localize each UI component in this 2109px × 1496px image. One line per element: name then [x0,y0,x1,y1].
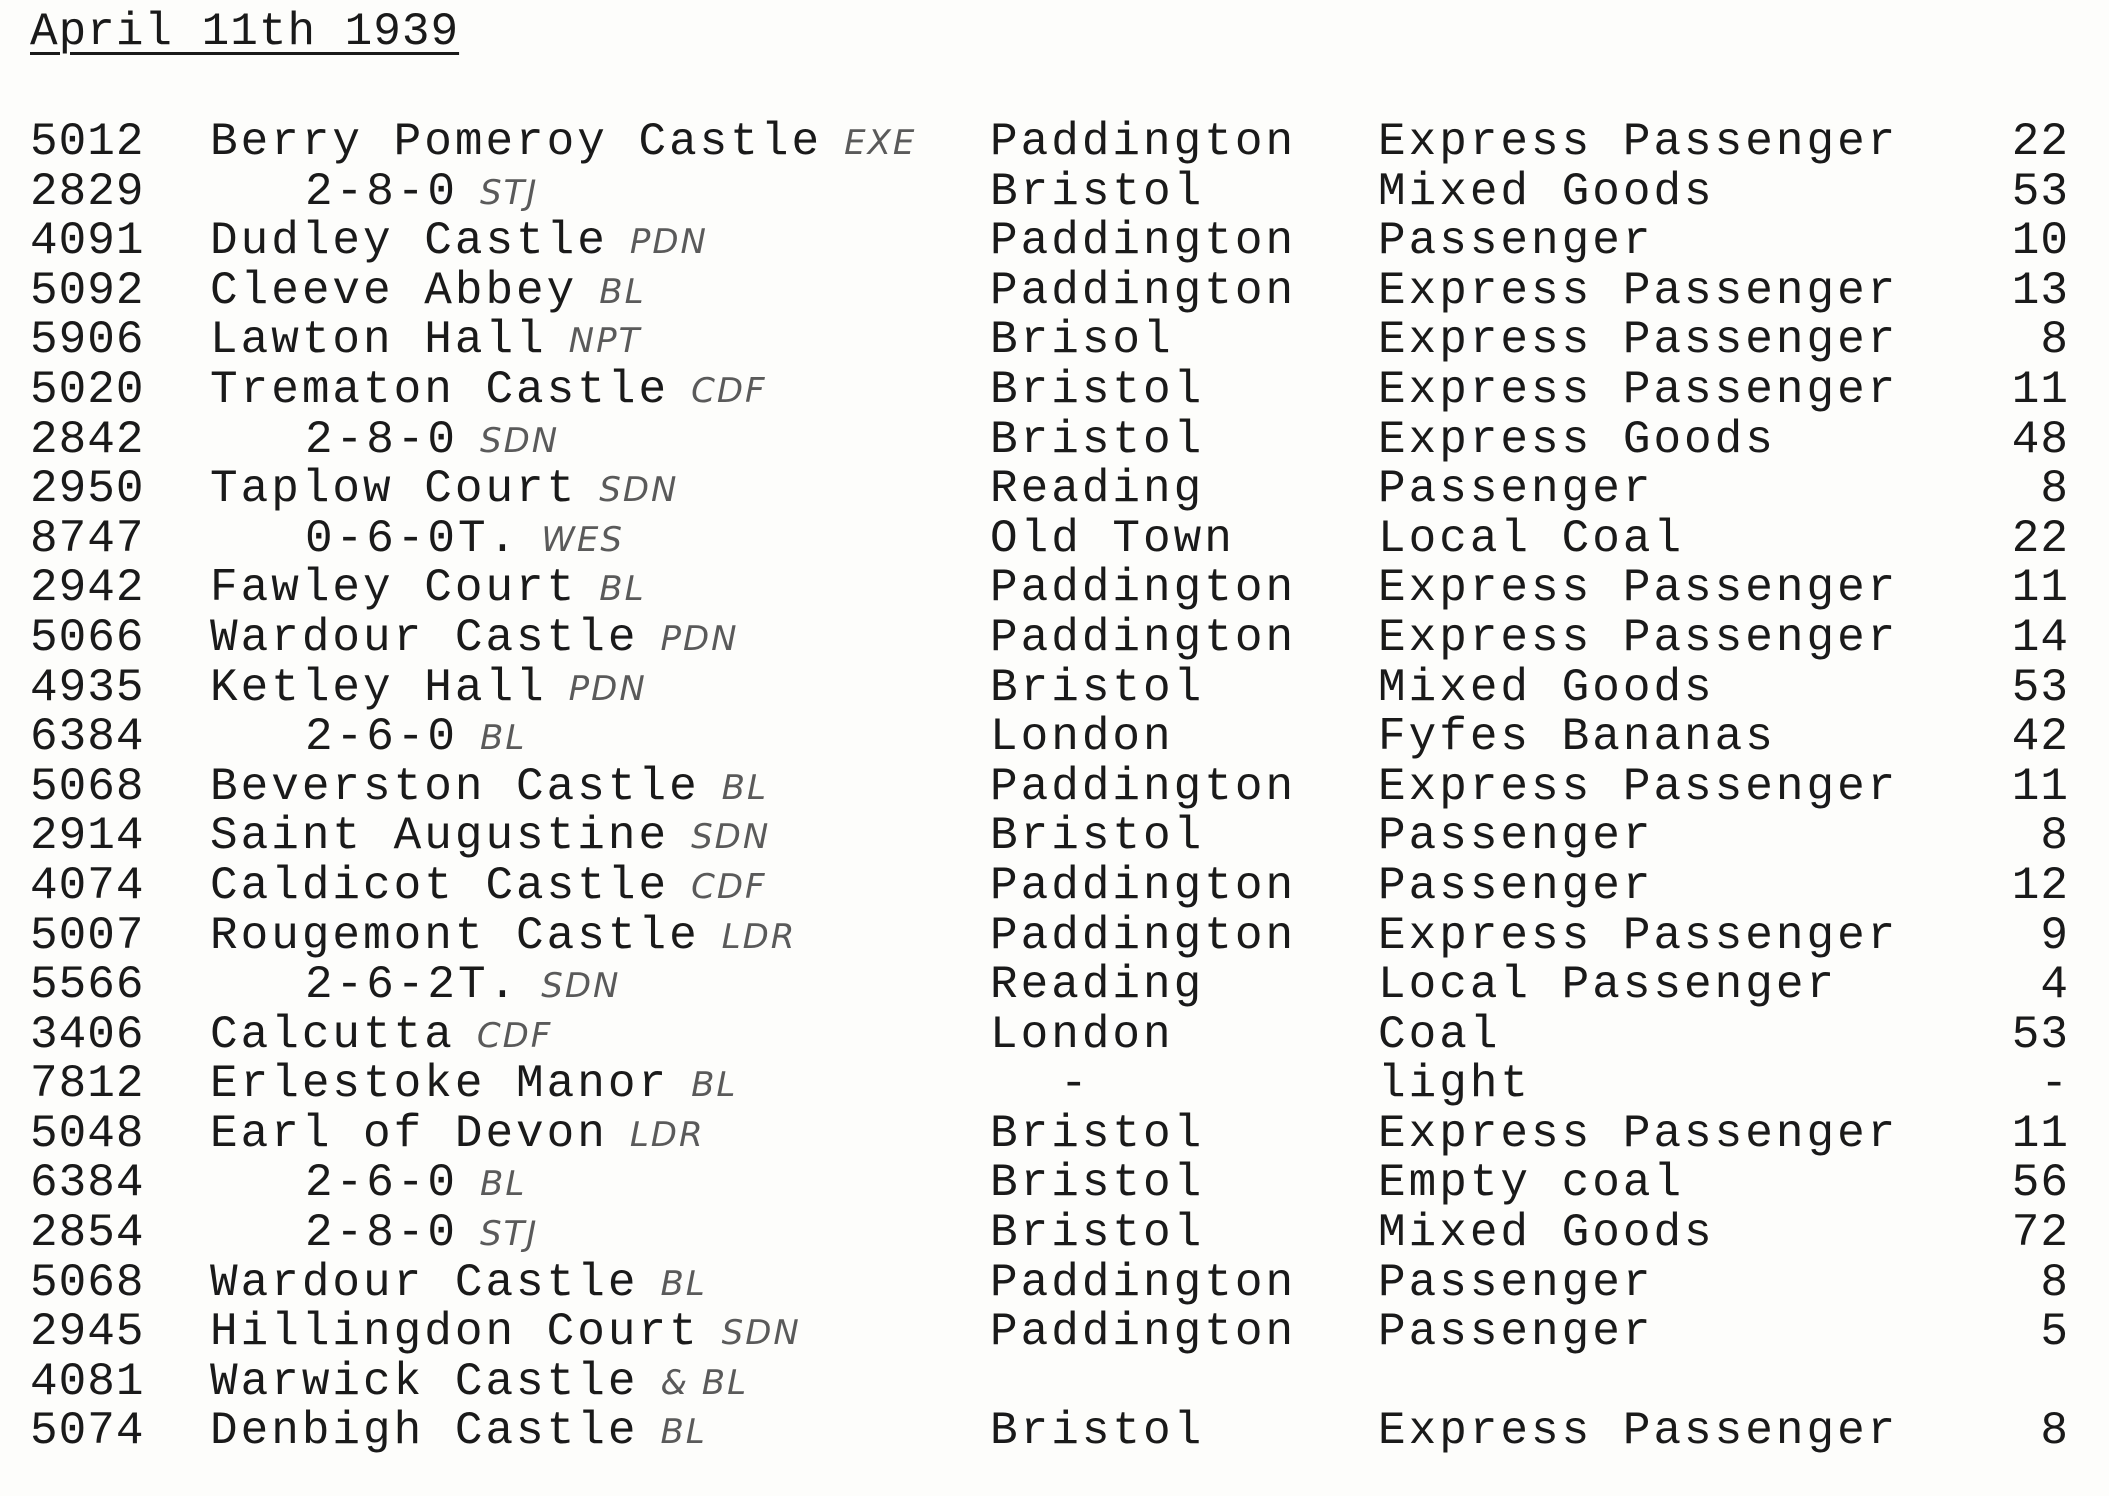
engine-name-text: 2-8-0 [305,413,459,466]
engine-name [210,217,708,268]
train-type: Empty coal [1378,1157,1685,1210]
engine-number: 2829 [30,165,145,218]
shed-code: BL [691,1065,738,1106]
log-row [0,1107,2109,1160]
engine-name-text: Fawley Court [210,562,578,615]
engine-name-text: Earl of Devon [210,1107,608,1160]
engine-name-text: Saint Augustine [210,810,670,863]
engine-name-text: Beverston Castle [210,760,700,813]
destination: Paddington [990,116,1297,168]
train-type: Passenger [1378,859,1654,912]
log-row [0,564,2109,614]
engine-name-text: 0-6-0T. [305,512,520,565]
load-count: 53 [2011,1008,2069,1061]
train-type: Mixed Goods [1378,1207,1715,1260]
engine-name [210,363,767,417]
engine-name [210,1256,707,1310]
load-count: 12 [2011,859,2069,912]
load-count: 9 [2040,909,2069,962]
train-type: Local Coal [1378,512,1685,565]
destination: London [990,1008,1174,1061]
train-type: Fyfes Bananas [1378,711,1776,764]
train-type: Passenger [1378,810,1654,863]
load-count: 72 [2011,1207,2069,1260]
engine-name [210,316,641,367]
log-row [0,1209,2109,1259]
log-table [0,118,2109,1457]
page-title: April 11th 1939 [30,6,460,58]
engine-number: 4935 [30,661,145,714]
train-type: Passenger [1378,1256,1654,1309]
shed-code: CDF [691,866,767,907]
engine-name-text: Wardour Castle [210,611,639,664]
log-row [0,611,2109,664]
load-count: 8 [2040,1256,2069,1309]
engine-number: 4081 [30,1355,145,1408]
shed-code: BL [660,1412,707,1453]
engine-name-text: Calcutta [210,1008,455,1061]
engine-number: 2942 [30,562,145,615]
log-row [0,316,2109,366]
shed-code: LDR [721,916,797,957]
destination: Paddington [990,562,1297,615]
engine-number: 5068 [30,760,145,813]
shed-code: CDF [691,370,767,411]
destination: Bristol [990,1107,1205,1160]
engine-name [210,1107,705,1161]
destination: Reading [990,463,1205,516]
shed-code: SDN [691,817,771,858]
shed-code: BL [599,271,646,312]
engine-number: 7812 [30,1058,145,1111]
destination: Bristol [990,1207,1205,1260]
log-row [0,812,2109,862]
engine-number: 8747 [30,512,145,565]
engine-number: 6384 [30,1157,145,1210]
engine-name-text: Denbigh Castle [210,1405,639,1458]
shed-code: NPT [568,321,642,362]
log-row [0,465,2109,515]
train-type: Express Passenger [1378,314,1899,367]
load-count: 22 [2011,116,2069,168]
engine-name [210,1308,801,1359]
load-count: 56 [2011,1157,2069,1210]
log-row [0,909,2109,962]
engine-name-text: Wardour Castle [210,1256,639,1309]
train-type: Express Passenger [1378,116,1899,168]
load-count: 53 [2011,661,2069,714]
train-type: Express Goods [1378,413,1776,466]
log-row [0,217,2109,267]
load-count: 11 [2011,1107,2069,1160]
engine-number: 5092 [30,264,145,317]
engine-number: 2842 [30,413,145,466]
shed-code: SDN [599,470,679,511]
engine-name [210,1355,749,1409]
engine-number: 5020 [30,363,145,416]
log-row [0,1159,2109,1209]
load-count: 8 [2040,314,2069,367]
shed-code: BL [480,718,527,759]
engine-number: 3406 [30,1008,145,1061]
shed-code: STJ [480,1214,539,1255]
engine-number: 2945 [30,1306,145,1359]
destination: Paddington [990,909,1297,962]
engine-name-text: Rougemont Castle [210,909,700,962]
engine-name [210,465,678,516]
load-count: 4 [2040,959,2069,1012]
log-row [0,1256,2109,1309]
engine-number: 5012 [30,116,145,168]
engine-name [305,512,624,566]
shed-code: EXE [844,123,917,163]
engine-number: 2914 [30,810,145,863]
destination: Bristol [990,810,1205,863]
engine-name [305,961,620,1012]
engine-name [210,1060,737,1111]
shed-code: CDF [476,1015,553,1056]
destination: Bristol [990,363,1205,416]
engine-name [210,1008,553,1062]
engine-number: 5048 [30,1107,145,1160]
train-type: Express Passenger [1378,760,1899,813]
load-count: 10 [2011,215,2069,268]
destination: Paddington [990,1256,1297,1309]
train-type: Express Passenger [1378,1405,1899,1458]
engine-name-text: Trematon Castle [210,363,670,416]
engine-name-text: Erlestoke Manor [210,1058,670,1111]
engine-name [210,1407,707,1458]
destination: Brisol [990,314,1174,367]
shed-code: SDN [480,420,560,461]
train-type: Passenger [1378,1306,1654,1359]
destination: Paddington [990,264,1297,317]
train-type: Express Passenger [1378,1107,1899,1160]
shed-code: SDN [721,1313,801,1354]
load-count: 11 [2011,562,2069,615]
destination: Bristol [990,661,1205,714]
shed-code: BL [599,569,646,610]
engine-number: 5566 [30,959,145,1012]
load-count: 48 [2011,413,2069,466]
destination: Paddington [990,1306,1297,1359]
shed-code: BL [480,1164,527,1205]
train-type: Express Passenger [1378,363,1899,416]
log-row [0,118,2109,168]
destination: Bristol [990,1157,1205,1210]
train-type: Passenger [1378,463,1654,516]
log-row [0,1355,2109,1408]
engine-name-text: Ketley Hall [210,661,547,714]
engine-name-text: Berry Pomeroy Castle [210,116,823,168]
engine-number: 5007 [30,909,145,962]
engine-number: 5068 [30,1256,145,1309]
destination: Reading [990,959,1205,1012]
engine-name-text: 2-8-0 [305,165,459,218]
log-row [0,1008,2109,1061]
load-count: 11 [2011,760,2069,813]
train-type: light [1378,1058,1532,1111]
shed-code: BL [660,1263,707,1304]
engine-name [305,713,526,764]
engine-number: 5074 [30,1405,145,1458]
log-row [0,661,2109,714]
destination: Bristol [990,1405,1205,1458]
log-row [0,760,2109,813]
shed-code: STJ [480,172,539,213]
engine-name-text: 2-8-0 [305,1207,459,1260]
destination: Paddington [990,611,1297,664]
log-row [0,1308,2109,1358]
log-row [0,413,2109,466]
destination: Old Town [990,512,1235,565]
engine-name [210,118,916,169]
train-type: Coal [1378,1008,1501,1061]
train-type: Express Passenger [1378,611,1899,664]
load-count: 8 [2040,463,2069,516]
engine-name [210,661,647,715]
engine-name [210,859,767,913]
engine-name [210,264,646,318]
train-type: Local Passenger [1378,959,1838,1012]
shed-code: WES [541,519,624,560]
shed-code: BL [721,767,768,808]
load-count: 8 [2040,810,2069,863]
engine-name-text: Hillingdon Court [210,1306,700,1359]
destination: Paddington [990,859,1297,912]
log-row [0,859,2109,912]
log-row [0,363,2109,416]
engine-name [210,611,739,665]
load-count: 22 [2011,512,2069,565]
engine-name-text: Cleeve Abbey [210,264,578,317]
engine-name [305,413,560,467]
load-count: 13 [2011,264,2069,317]
engine-name-text: Dudley Castle [210,215,608,268]
engine-number: 2950 [30,463,145,516]
engine-number: 4074 [30,859,145,912]
engine-name [210,564,646,615]
load-count: 14 [2011,611,2069,664]
engine-name-text: Lawton Hall [210,314,547,367]
engine-number: 5066 [30,611,145,664]
log-row [0,264,2109,317]
engine-name [210,812,770,863]
engine-name-text: Warwick Castle [210,1355,639,1408]
log-row [0,1060,2109,1110]
engine-name-text: 2-6-0 [305,711,459,764]
engine-number: 4091 [30,215,145,268]
train-type: Express Passenger [1378,562,1899,615]
train-type: Mixed Goods [1378,165,1715,218]
shed-code: PDN [660,618,739,659]
load-count: 8 [2040,1405,2069,1458]
destination: Paddington [990,215,1297,268]
engine-name-text: 2-6-2T. [305,959,520,1012]
shed-code: PDN [629,222,708,263]
engine-name-text: 2-6-0 [305,1157,459,1210]
log-row [0,165,2109,218]
log-row [0,713,2109,763]
destination: Paddington [990,760,1297,813]
destination: London [990,711,1174,764]
shed-code: & BL [660,1362,749,1403]
train-type: Mixed Goods [1378,661,1715,714]
train-type: Express Passenger [1378,264,1899,317]
engine-number: 6384 [30,711,145,764]
load-count: - [2040,1058,2069,1111]
log-row [0,512,2109,565]
engine-number: 2854 [30,1207,145,1260]
log-row [0,1407,2109,1457]
shed-code: LDR [629,1114,705,1155]
shed-code: PDN [568,668,647,709]
destination: Bristol [990,413,1205,466]
destination: - [1060,1058,1091,1111]
load-count: 11 [2011,363,2069,416]
engine-name [210,760,768,814]
shed-code: SDN [541,966,621,1007]
destination: Bristol [990,165,1205,218]
load-count: 53 [2011,165,2069,218]
log-row [0,961,2109,1011]
load-count: 42 [2011,711,2069,764]
train-type: Express Passenger [1378,909,1899,962]
engine-number: 5906 [30,314,145,367]
engine-name [210,909,797,963]
engine-name [305,1159,526,1210]
load-count: 5 [2040,1306,2069,1359]
engine-name [305,1209,538,1260]
train-type: Passenger [1378,215,1654,268]
engine-name-text: Taplow Court [210,463,578,516]
engine-name [305,165,539,219]
engine-name-text: Caldicot Castle [210,859,670,912]
